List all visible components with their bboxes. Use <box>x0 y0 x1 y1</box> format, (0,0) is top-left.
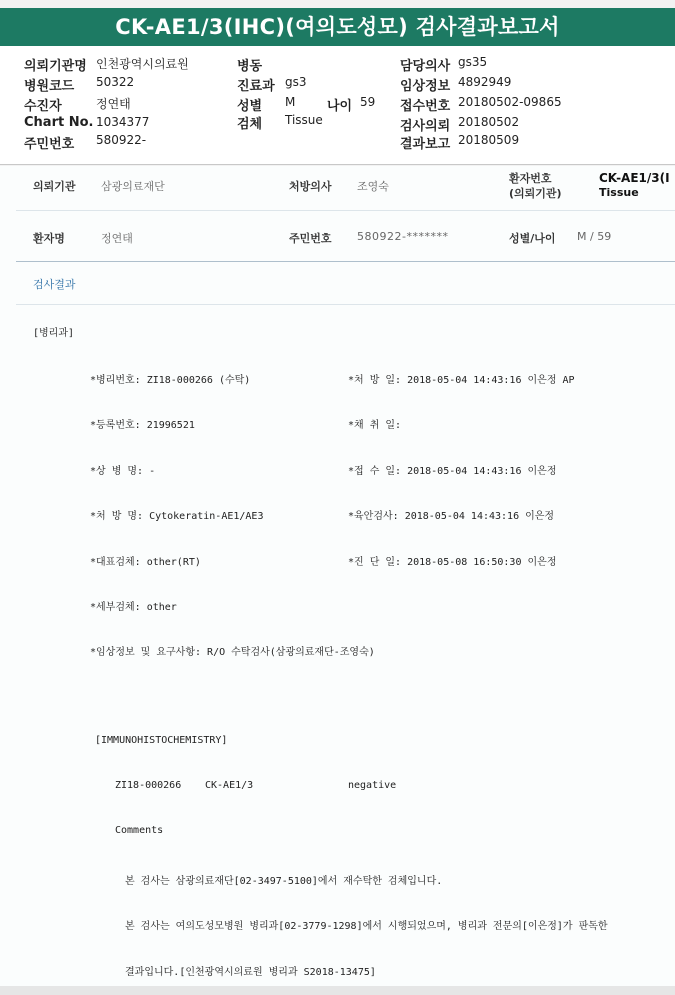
test-name: CK-AE1/3(I <box>599 171 670 185</box>
comment-line: 본 검사는 삼광의료재단[02-3497-5100]에서 재수탁한 검체입니다. <box>125 876 443 887</box>
institution-label: 의뢰기관 <box>33 180 76 193</box>
header-field-clinical-info: 임상정보 4892949 <box>400 75 512 94</box>
bottom-edge <box>0 986 675 995</box>
header-field-accession-no: 접수번호 20180502-09865 <box>400 95 562 114</box>
header-field-institution: 의뢰기관명 인천광역시의료원 <box>24 57 189 74</box>
doctor-value: 조영숙 <box>357 180 389 193</box>
report-body <box>0 166 675 986</box>
rrn-label: 주민번호 <box>289 232 332 245</box>
header-field-report-date: 결과보고 20180509 <box>400 133 520 152</box>
results-section-title: 검사결과 <box>33 278 76 291</box>
report-header <box>0 46 675 165</box>
pathology-line: *진 단 일: 2018-05-08 16:50:30 이은정 <box>348 557 557 568</box>
pathology-line: *처 방 일: 2018-05-04 14:43:16 이은정 AP <box>348 375 575 386</box>
header-field-age: 나이 59 <box>327 95 376 114</box>
pathology-line: *임상정보 및 요구사항: R/O 수탁검사(삼광의료재단-조영숙) <box>90 647 375 658</box>
ihc-marker: CK-AE1/3 <box>205 780 254 791</box>
header-field-patient: 수진자 정연태 <box>24 97 131 114</box>
ihc-result: negative <box>348 780 397 791</box>
patient-no-sublabel: (의뢰기관) <box>509 187 562 200</box>
pathology-line: *접 수 일: 2018-05-04 14:43:16 이은정 <box>348 466 557 477</box>
comment-line: 결과입니다.[인천광역시의료원 병리과 S2018-13475] <box>125 967 376 978</box>
pathology-line: *채 취 일: <box>348 420 402 431</box>
pathology-line: *육안검사: 2018-05-04 14:43:16 이은정 <box>348 511 555 522</box>
header-field-specimen: 검체 Tissue <box>237 113 323 132</box>
patient-name-value: 정연태 <box>101 232 133 245</box>
pathology-line: *대표검체: other(RT) <box>90 557 201 568</box>
rrn-value: 580922-******* <box>357 230 449 243</box>
pathology-line: *처 방 명: Cytokeratin-AE1/AE3 <box>90 511 264 522</box>
header-field-rrn: 주민번호 580922- <box>24 133 147 152</box>
header-field-ward: 병동 <box>237 59 263 74</box>
pathology-line: *등록번호: 21996521 <box>90 420 195 431</box>
ihc-header: [IMMUNOHISTOCHEMISTRY] <box>95 735 228 746</box>
department-header: [병리과] <box>33 328 75 339</box>
header-field-hospital-code: 병원코드 50322 <box>24 75 135 94</box>
doctor-label: 처방의사 <box>289 180 332 193</box>
header-field-chart-no: Chart No. 1034377 <box>24 115 150 130</box>
header-field-sex: 성별 M <box>237 95 296 114</box>
pathology-line: *세부검체: other <box>90 602 177 613</box>
report-title-banner <box>0 8 675 46</box>
specimen-value: Tissue <box>599 186 639 199</box>
report-title: CK-AE1/3(IHC)(여의도성모) 검사결과보고서 <box>115 15 560 39</box>
pathology-line: *상 병 명: - <box>90 466 156 477</box>
comment-line: 본 검사는 여의도성모병원 병리과[02-3779-1298]에서 시행되었으며, 병리과 전문의[이은정]가 판독한 <box>125 921 608 932</box>
divider <box>16 304 675 305</box>
pathology-line: *병리번호: ZI18-000266 (수탁) <box>90 375 251 386</box>
header-field-request-date: 검사의뢰 20180502 <box>400 115 520 134</box>
ihc-specimen-id: ZI18-000266 <box>115 780 182 791</box>
sex-age-label: 성별/나이 <box>509 232 556 245</box>
header-field-doctor: 담당의사 gs35 <box>400 55 488 74</box>
institution-value: 삼광의료재단 <box>101 180 165 193</box>
patient-name-label: 환자명 <box>33 232 65 245</box>
comments-label: Comments <box>115 825 164 836</box>
divider <box>16 210 675 211</box>
patient-no-label: 환자번호 <box>509 172 552 185</box>
divider <box>16 261 675 262</box>
sex-age-value: M / 59 <box>577 230 612 243</box>
header-field-department: 진료과 gs3 <box>237 75 307 94</box>
